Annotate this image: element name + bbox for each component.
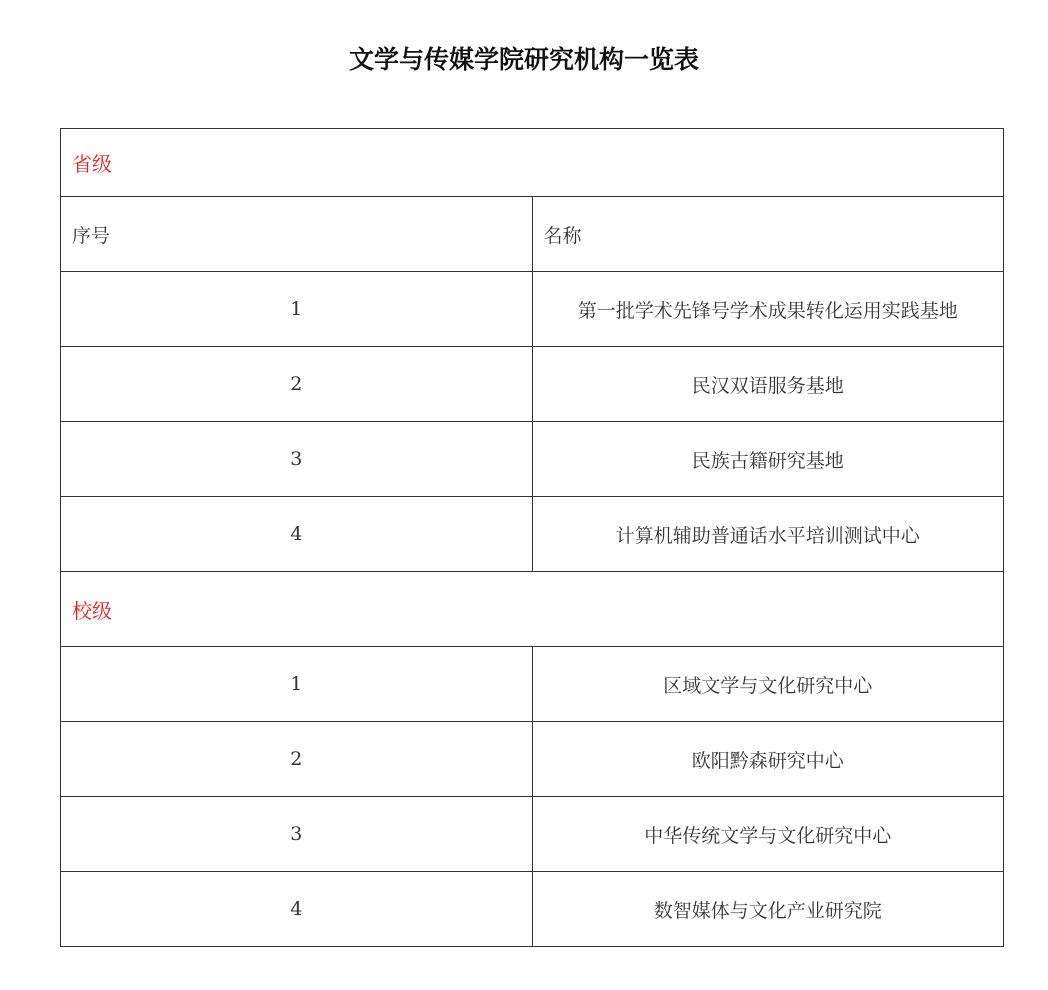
table-row — [61, 422, 1004, 497]
row-no: 3 — [61, 422, 533, 497]
section-label-provincial: 省级 — [61, 129, 1004, 197]
header-name: 名称 — [532, 197, 1004, 272]
row-no: 4 — [61, 872, 533, 947]
table-row — [61, 797, 1004, 872]
row-name: 第一批学术先锋号学术成果转化运用实践基地 — [532, 272, 1004, 347]
row-no: 1 — [61, 647, 533, 722]
section-row-school — [61, 572, 1004, 647]
table-row — [61, 347, 1004, 422]
row-name: 民汉双语服务基地 — [532, 347, 1004, 422]
table-header-row — [61, 197, 1004, 272]
institutes-table — [60, 128, 1004, 947]
row-name: 区域文学与文化研究中心 — [532, 647, 1004, 722]
row-no: 2 — [61, 722, 533, 797]
row-name: 数智媒体与文化产业研究院 — [532, 872, 1004, 947]
row-no: 2 — [61, 347, 533, 422]
table-row — [61, 497, 1004, 572]
row-no: 4 — [61, 497, 533, 572]
row-name: 计算机辅助普通话水平培训测试中心 — [532, 497, 1004, 572]
section-label-school: 校级 — [61, 572, 1004, 647]
table-row — [61, 647, 1004, 722]
row-name: 民族古籍研究基地 — [532, 422, 1004, 497]
row-name: 欧阳黔森研究中心 — [532, 722, 1004, 797]
section-row-provincial — [61, 129, 1004, 197]
row-no: 3 — [61, 797, 533, 872]
table-row — [61, 722, 1004, 797]
page-title: 文学与传媒学院研究机构一览表 — [348, 45, 699, 74]
header-no: 序号 — [61, 197, 533, 272]
table-row — [61, 272, 1004, 347]
table-row — [61, 872, 1004, 947]
row-no: 1 — [61, 272, 533, 347]
row-name: 中华传统文学与文化研究中心 — [532, 797, 1004, 872]
